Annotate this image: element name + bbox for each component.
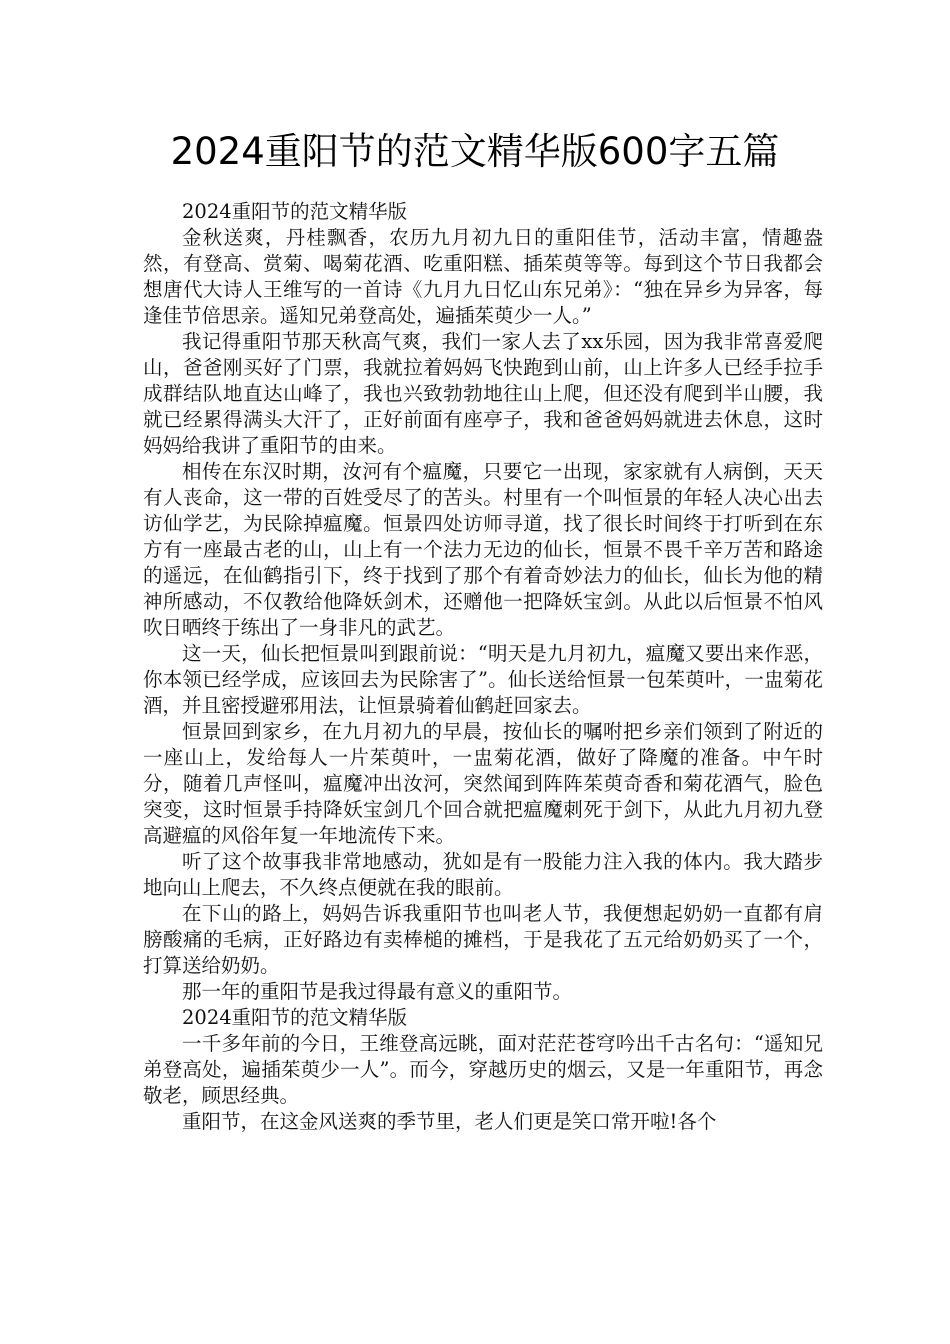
- paragraph-intro: 金秋送爽，丹桂飘香，农历九月初九日的重阳佳节，活动丰富，情趣盎然，有登高、赏菊、喝菊花酒、吃重阳糕、插茱萸等等。每到这个节日我都会想唐代大诗人王维写的一首诗《九月九日忆山东兄弟》：“独在异乡为异客，每逢佳节倍思亲。遥知兄弟登高处，遍插茱萸少一人。”: [143, 226, 823, 327]
- paragraph-inspired: 听了这个故事我非常地感动，犹如是有一股能力注入我的体内。我大踏步地向山上爬去，不久终点便就在我的眼前。: [143, 850, 823, 899]
- paragraph-defeat-plague: 恒景回到家乡，在九月初九的早晨，按仙长的嘱咐把乡亲们领到了附近的一座山上，发给每人一片茱萸叶，一盅菊花酒，做好了降魔的准备。中午时分，随着几声怪叫，瘟魔冲出汝河，突然闻到阵阵茱萸奇香和菊花酒气，脸色突变，这时恒景手持降妖宝剑几个回合就把瘟魔刺死于剑下，从此九月初九登高避瘟的风俗年复一年地流传下来。: [143, 720, 823, 847]
- paragraph-subheading-2: 2024重阳节的范文精华版: [182, 1006, 408, 1029]
- paragraph-immortal-advice: 这一天，仙长把恒景叫到跟前说：“明天是九月初九，瘟魔又要出来作恶，你本领已经学成，应该回去为民除害了”。仙长送给恒景一包茱萸叶，一盅菊花酒，并且密授避邪用法，让恒景骑着仙鹤赶回家去。: [143, 642, 823, 717]
- paragraph-meaningful: 那一年的重阳节是我过得最有意义的重阳节。: [182, 980, 573, 1003]
- paragraph-wang-wei: 一千多年前的今日，王维登高远眺，面对茫茫苍穹吟出千古名句：“遥知兄弟登高处，遍插茱萸少一人”。而今，穿越历史的烟云，又是一年重阳节，再念敬老，顾思经典。: [143, 1032, 823, 1107]
- document-body: [143, 199, 823, 1135]
- paragraph-subheading-1: 2024重阳节的范文精华版: [182, 200, 408, 223]
- document-title: 2024重阳节的范文精华版600字五篇: [170, 130, 780, 173]
- paragraph-gift-grandma: 在下山的路上，妈妈告诉我重阳节也叫老人节，我便想起奶奶一直都有肩膀酸痛的毛病，正好路边有卖棒槌的摊档，于是我花了五元给奶奶买了一个，打算送给奶奶。: [143, 902, 823, 977]
- paragraph-elders-smile: 重阳节，在这金风送爽的季节里，老人们更是笑口常开啦!各个: [182, 1110, 717, 1133]
- paragraph-mountain-trip: 我记得重阳节那天秋高气爽，我们一家人去了xx乐园，因为我非常喜爱爬山，爸爸刚买好了门票，我就拉着妈妈飞快跑到山前，山上许多人已经手拉手成群结队地直达山峰了，我也兴致勃勃地往山上爬，但还没有爬到半山腰，我就已经累得满头大汗了，正好前面有座亭子，我和爸爸妈妈就进去休息，这时妈妈给我讲了重阳节的由来。: [143, 330, 823, 457]
- paragraph-legend: 相传在东汉时期，汝河有个瘟魔，只要它一出现，家家就有人病倒，天天有人丧命，这一带的百姓受尽了的苦头。村里有一个叫恒景的年轻人决心出去访仙学艺，为民除掉瘟魔。恒景四处访师寻道，找了很长时间终于打听到在东方有一座最古老的山，山上有一个法力无边的仙长，恒景不畏千辛万苦和路途的遥远，在仙鹤指引下，终于找到了那个有着奇妙法力的仙长，仙长为他的精神所感动，不仅教给他降妖剑术，还赠他一把降妖宝剑。从此以后恒景不怕风吹日晒终于练出了一身非凡的武艺。: [143, 460, 823, 639]
